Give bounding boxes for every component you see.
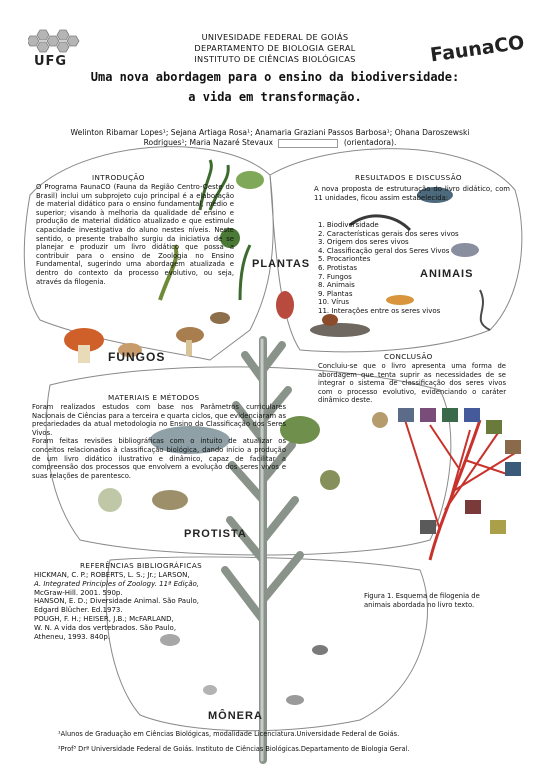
reference-line: McGraw-Hill. 2001. 590p. [34,588,123,597]
phylogeny-figure [398,408,521,560]
monera-illustration [160,634,328,705]
unit-item: 11. Interações entre os seres vivos [318,306,441,315]
conclusao-heading: CONCLUSÃO [384,352,433,361]
authors-line-1: Welinton Ribamar Lopes¹; Sejana Artiaga Rosa¹; Anamaria Graziani Passos Barbosa¹; Ohana Daroszewski [70,128,470,137]
unit-item: 8. Animais [318,281,355,290]
kingdom-label-protista: PROTISTA [184,528,247,540]
authors-line-2 [40,138,500,148]
materiais-paragraph-1: Foram realizados estudos com base nos Parâmetros curriculares Nacionais de Ciências para a terceira e quarta ciclos, que evidenciaram as precariedades da atual metodologia no Ensino da Classificação dos Seres Vivos. [32,403,286,437]
university-name: UNIVESIDADE FEDERAL DE GOIÁS [201,32,349,42]
materiais-paragraph-2: Foram feitas revisões bibliográficas com o intuito de atualizar os conceitos relacionados à classificação biológica, dando início a produção de um livro didático ilustrativo e dinâmico, capaz de facilitar a compreensão dos processos que envolvem a evolução dos seres vivos e suas relações de parentesco. [32,437,286,480]
faunaco-logo: FaunaCO [428,31,526,67]
reference-line: W. N. A vida dos vertebrados. São Paulo, [34,623,177,632]
materiais-text [32,403,286,480]
redacted-email-box [278,139,338,148]
introducao-text: O Programa FaunaCO (Fauna da Região Centro-Oeste do Brasil) inclui um subprojeto cujo principal é a elaboração de material didático para o ensino fundamental, médio e superior; visando à melhoria da qualidade de ensino e produção de material didático atualizado e que estimule capacidade investigativa do aluno nestes níveis. Neste sentido, o presente trabalho surgiu da iniciativa de se planejar e produzir um livro didático que possa a contribuir para o ensino de Zoologia no Ensino Fundamental, sugerindo uma abordagem atualizada e dentro do contexto da processo evolutivo, ou seja, através da filogenia. [36,183,234,286]
unit-item: 6. Protistas [318,263,358,272]
unit-item: 1. Biodiversidade [318,221,379,229]
authors-line-2-names: Rodrigues¹; Maria Nazaré Stevaux [143,138,273,147]
unit-item: 7. Fungos [318,272,352,281]
referencias-list [34,571,274,641]
department-name: DEPARTAMENTO DE BIOLOGIA GERAL [194,43,356,53]
authors-line-2-role: (orientadora). [343,138,397,147]
poster-title [60,67,490,107]
footnote-2: ²Prof³ Drª Universidade Federal de Goiás. Instituto de Ciências Biológicas.Departamento de Biologia Geral. [58,745,410,753]
reference-line: Edgard Blücher. Ed.1973. [34,606,123,615]
unit-item: 10. Vírus [318,298,350,307]
referencias-heading: REFERÊNCIAS BIBLIOGRÁFICAS [80,561,203,570]
title-line-2: a vida em transformação. [188,90,362,104]
reference-line: POUGH, F. H.; HEISER, J.B.; McFARLAND, [34,614,174,623]
unit-list [318,221,508,316]
kingdom-label-monera: MÔNERA [208,710,263,722]
author-list [40,128,500,148]
institute-name: INSTITUTO DE CIÊNCIAS BIOLÓGICAS [194,54,356,64]
materiais-heading: MATERIAIS E MÉTODOS [108,393,200,402]
conclusao-text: Concluiu-se que o livro apresenta uma forma de abordagem que tenta suprir as necessidades de se integrar o sistema de classificação dos seres vivos com o processo evolutivo, evidenciando o caráter dinâmico deste. [318,362,506,405]
ufg-logo-text: UFG [34,54,68,69]
unit-item: 2. Características gerais dos seres vivos [318,229,459,238]
footnotes [58,730,498,754]
resultados-intro: A nova proposta de estruturação do livro didático, com 11 unidades, ficou assim estabelecida: [314,185,510,202]
reference-line: Atheneu, 1993. 840p. [34,632,111,641]
figure-caption: Figura 1. Esquema de filogenia de animais abordada no livro texto. [364,592,480,609]
resultados-heading: RESULTADOS E DISCUSSÃO [355,173,462,182]
kingdom-label-animais: ANIMAIS [420,268,474,280]
unit-item: 3. Origem dos seres vivos [318,238,409,247]
header-institution [150,32,400,65]
unit-item: 5. Procariontes [318,255,371,264]
unit-item: 4. Classificação geral dos Seres Vivos [318,246,450,255]
title-line-1: Uma nova abordagem para o ensino da biodiversidade: [90,70,460,84]
introducao-heading: INTRODUÇÃO [92,173,145,182]
reference-line: HANSON, E. D.; Diversidade Animal. São Paulo, [34,597,199,606]
footnote-1: ¹Alunos de Graduação em Ciências Biológicas, modalidade Licenciatura.Universidade Federal de Goiás. [58,730,400,738]
kingdom-label-fungos: FUNGOS [108,350,166,364]
reference-line: HICKMAN, C. P.; ROBERTS, L. S.; Jr.; LARSON, [34,571,190,579]
reference-line: A. Integrated Principles of Zoology. 11ª Edição, [34,579,200,588]
kingdom-label-plantas: PLANTAS [252,258,311,270]
unit-item: 9. Plantas [318,289,353,298]
